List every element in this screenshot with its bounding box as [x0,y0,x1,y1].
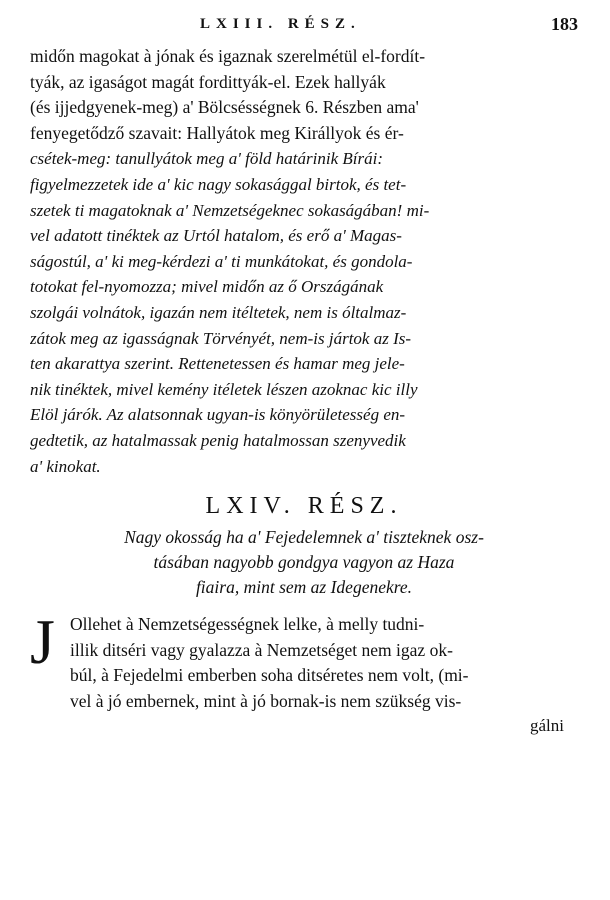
chapter-summary [30,525,578,600]
book-page [30,8,578,738]
summary-line: fiaira, mint sem az Idegenekre. [195,577,413,598]
text-line: Elöl járók. Az alatsonnak ugyan-is könyörületesség en- [30,405,406,425]
text-line: nik tinéktek, mivel kemény itéletek lészen azoknac kic illy [30,379,418,399]
text-line: (és ijjedgyenek-meg) a' Bölcsésségnek 6. Részben ama' [30,97,419,118]
text-line: tyák, az igaságot magát fordittyák-el. Ezek hallyák [30,71,386,92]
running-head [30,8,578,40]
chapter-body [30,606,578,714]
chapter-text-line: illik ditséri vagy gyalazza à Nemzetséget nem igaz ok- [70,639,453,660]
chapter-text-line: vel à jó embernek, mint à jó bornak-is nem szükség vis- [70,690,462,711]
chapter-text-line: Ollehet à Nemzetségességnek lelke, à melly tudni- [70,614,425,635]
text-line: ságostúl, a' ki meg-kérdezi a' ti munkátokat, és gondola- [30,251,413,271]
text-line: szetek ti magatoknak a' Nemzetségeknec sokaságában! mi- [30,200,430,220]
text-line: totokat fel-nyomozza; mivel midőn az ő Országának [30,277,384,297]
summary-line: tásában nagyobb gondgya vagyon az Haza [153,552,455,573]
body-text [30,44,578,479]
text-line: midőn magokat à jónak és igaznak szerelmétül el-fordít- [30,46,426,66]
summary-line: Nagy okosság ha a' Fejedelemnek a' tiszteknek osz- [124,527,484,548]
page-number: 183 [551,14,578,34]
chapter-heading: LXIV. RÉSZ. [205,493,403,520]
text-line: fenyegetődző szavait: Hallyátok meg Királlyok és ér- [30,122,404,143]
text-line: szolgái volnátok, igazán nem itéltetek, nem is óltalmaz- [30,302,407,322]
text-line: a' kinokat. [30,456,101,476]
text-line: figyelmezzetek ide a' kic nagy sokasággal birtok, és tet- [30,174,407,194]
text-line: gedtetik, az hatalmassak penig hatalmossan szenyvedik [30,430,406,450]
text-line: ten akarattya szerint. Rettenetessen és hamar meg jele- [30,354,405,374]
text-line: vel adatott tinéktek az Urtól hatalom, és erő a' Magas- [30,226,402,246]
text-line: zátok meg az igasságnak Törvényét, nem-is jártok az Is- [30,328,412,348]
catchword: gálni [530,716,564,736]
drop-cap: J [30,606,55,678]
running-head-title: LXIII. RÉSZ. [200,16,361,32]
text-line: csétek-meg: tanullyátok meg a' föld határinik Bírái: [30,149,383,169]
chapter-text-line: búl, à Fejedelmi emberben soha ditséretes nem volt, (mi- [70,665,469,686]
